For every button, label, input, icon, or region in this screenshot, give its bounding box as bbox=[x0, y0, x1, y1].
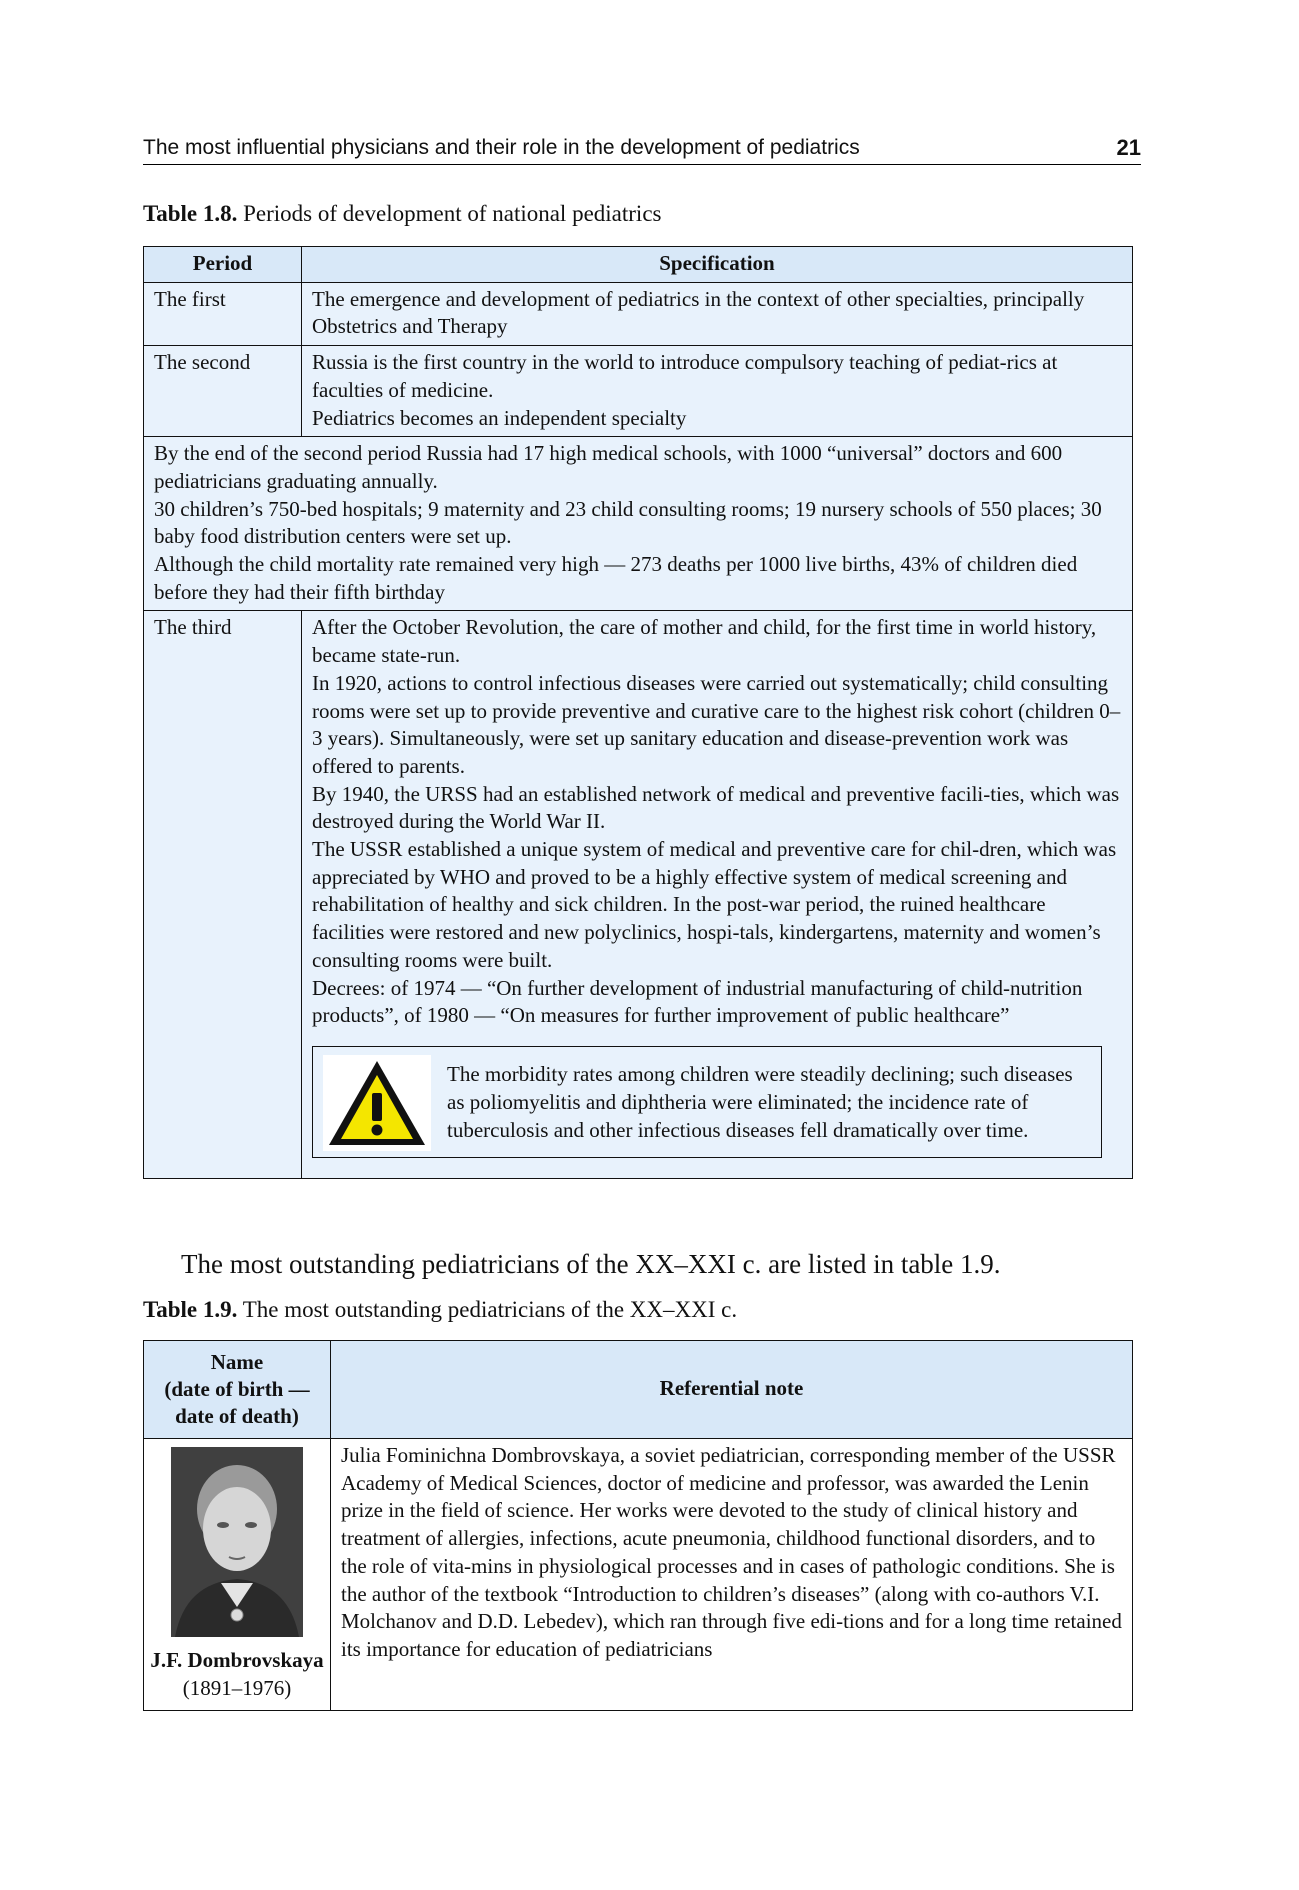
table-header-row bbox=[144, 247, 1133, 283]
table-row bbox=[144, 346, 1133, 437]
header-line: Name bbox=[210, 1350, 264, 1374]
summary-row bbox=[144, 437, 1133, 611]
warning-note-box bbox=[312, 1046, 1102, 1158]
caption-text: Periods of development of national pediatrics bbox=[237, 201, 662, 226]
summary-cell bbox=[144, 437, 1133, 611]
specification-paragraph: Pediatrics becomes an independent specialty bbox=[312, 405, 687, 430]
caption-label: Table 1.8. bbox=[143, 201, 238, 226]
table-1-8 bbox=[143, 246, 1133, 1179]
header-line: date of death) bbox=[175, 1404, 299, 1428]
summary-paragraph: By the end of the second period Russia had 17 high medical schools, with 1000 “universal” doctors and 600 pediatricians graduating annually. bbox=[154, 441, 1063, 493]
running-head bbox=[143, 134, 1141, 165]
column-header-period: Period bbox=[144, 247, 302, 283]
column-header-specification: Specification bbox=[302, 247, 1133, 283]
column-header-name bbox=[144, 1341, 331, 1439]
table-row bbox=[144, 611, 1133, 1179]
portrait-photo bbox=[171, 1447, 303, 1637]
specification-cell bbox=[302, 611, 1133, 1179]
page-number: 21 bbox=[1116, 135, 1141, 160]
period-cell: The first bbox=[144, 282, 302, 345]
running-title: The most influential physicians and their role in the development of pediatrics bbox=[143, 136, 860, 159]
warning-triangle-icon bbox=[323, 1055, 431, 1151]
period-cell: The second bbox=[144, 346, 302, 437]
specification-paragraph: Decrees: of 1974 — “On further development of industrial manufacturing of child-nutrition products”, of 1980 — “On measures for further improvement of public healthcare” bbox=[312, 975, 1083, 1028]
table-1-9-caption bbox=[143, 1296, 737, 1324]
summary-paragraph: 30 children’s 750-bed hospitals; 9 maternity and 23 child consulting rooms; 19 nursery schools of 550 places; 30 baby food distribution centers were set up. bbox=[154, 496, 1102, 549]
column-header-referential-note: Referential note bbox=[331, 1341, 1133, 1439]
specification-paragraph: The USSR established a unique system of medical and preventive care for chil-dren, which was appreciated by WHO and proved to be a highly effective system of medical screening and rehabilitation of healthy and sick children. In the post-war period, the ruined healthcare facilities were restored and new polyclinics, hospi-tals, kindergartens, maternity and women’s consulting rooms were built. bbox=[312, 837, 1117, 972]
table-header-row bbox=[144, 1341, 1133, 1439]
header-line: (date of birth — bbox=[164, 1377, 310, 1401]
table-1-8-caption bbox=[143, 200, 661, 228]
caption-text: The most outstanding pediatricians of the XX–XXI c. bbox=[237, 1297, 738, 1322]
specification-paragraph: Russia is the first country in the world to introduce compulsory teaching of pediat-rics at faculties of medicine. bbox=[312, 350, 1058, 402]
specification-cell bbox=[302, 282, 1133, 345]
table-row bbox=[144, 282, 1133, 345]
name-cell bbox=[144, 1439, 331, 1711]
specification-paragraph: After the October Revolution, the care of mother and child, for the first time in world history, became state-run. bbox=[312, 615, 1097, 668]
person-dates: (1891–1976) bbox=[182, 1675, 292, 1700]
body-paragraph: The most outstanding pediatricians of the XX–XXI c. are listed in table 1.9. bbox=[181, 1249, 1001, 1279]
referential-note-cell: Julia Fominichna Dombrovskaya, a soviet pediatrician, corresponding member of the USSR Academy of Medical Sciences, doctor of medicine and professor, was awarded the Lenin prize in the field of science. Her works were devoted to the study of clinical history and treatment of allergies, infections, acute pneumonia, childhood functional disorders, and to the role of vita-mins in physiological processes and in cases of pathologic conditions. She is the author of the textbook “Introduction to children’s diseases” (along with co-authors V.I. Molchanov and D.D. Lebedev), which ran through five edi-tions and for a long time retained its importance for education of pediatricians bbox=[331, 1439, 1133, 1711]
person-name: J.F. Dombrovskaya bbox=[150, 1648, 324, 1672]
caption-label: Table 1.9. bbox=[143, 1297, 238, 1322]
summary-paragraph: Although the child mortality rate remained very high — 273 deaths per 1000 live births, 43% of children died before they had their fifth birthday bbox=[154, 552, 1078, 604]
specification-paragraph: The emergence and development of pediatrics in the context of other specialties, principally Obstetrics and Therapy bbox=[312, 286, 1085, 339]
specification-paragraph: By 1940, the URSS had an established network of medical and preventive facili-ties, which was destroyed during the World War II. bbox=[312, 781, 1120, 834]
period-cell: The third bbox=[144, 611, 302, 1179]
portrait-image bbox=[171, 1447, 303, 1637]
specification-cell bbox=[302, 346, 1133, 437]
table-1-9 bbox=[143, 1340, 1133, 1711]
warning-text: The morbidity rates among children were steadily declining; such diseases as poliomyelitis and diphtheria were eliminated; the incidence rate of tuberculosis and other infectious diseases fell dramatically over time. bbox=[447, 1062, 1073, 1142]
table-row bbox=[144, 1439, 1133, 1711]
specification-paragraph: In 1920, actions to control infectious diseases were carried out systematically; child consulting rooms were set up to provide preventive and curative care to the highest risk cohort (children 0–3 years). Simultaneously, were set up sanitary education and disease-prevention work was offered to parents. bbox=[312, 670, 1121, 778]
